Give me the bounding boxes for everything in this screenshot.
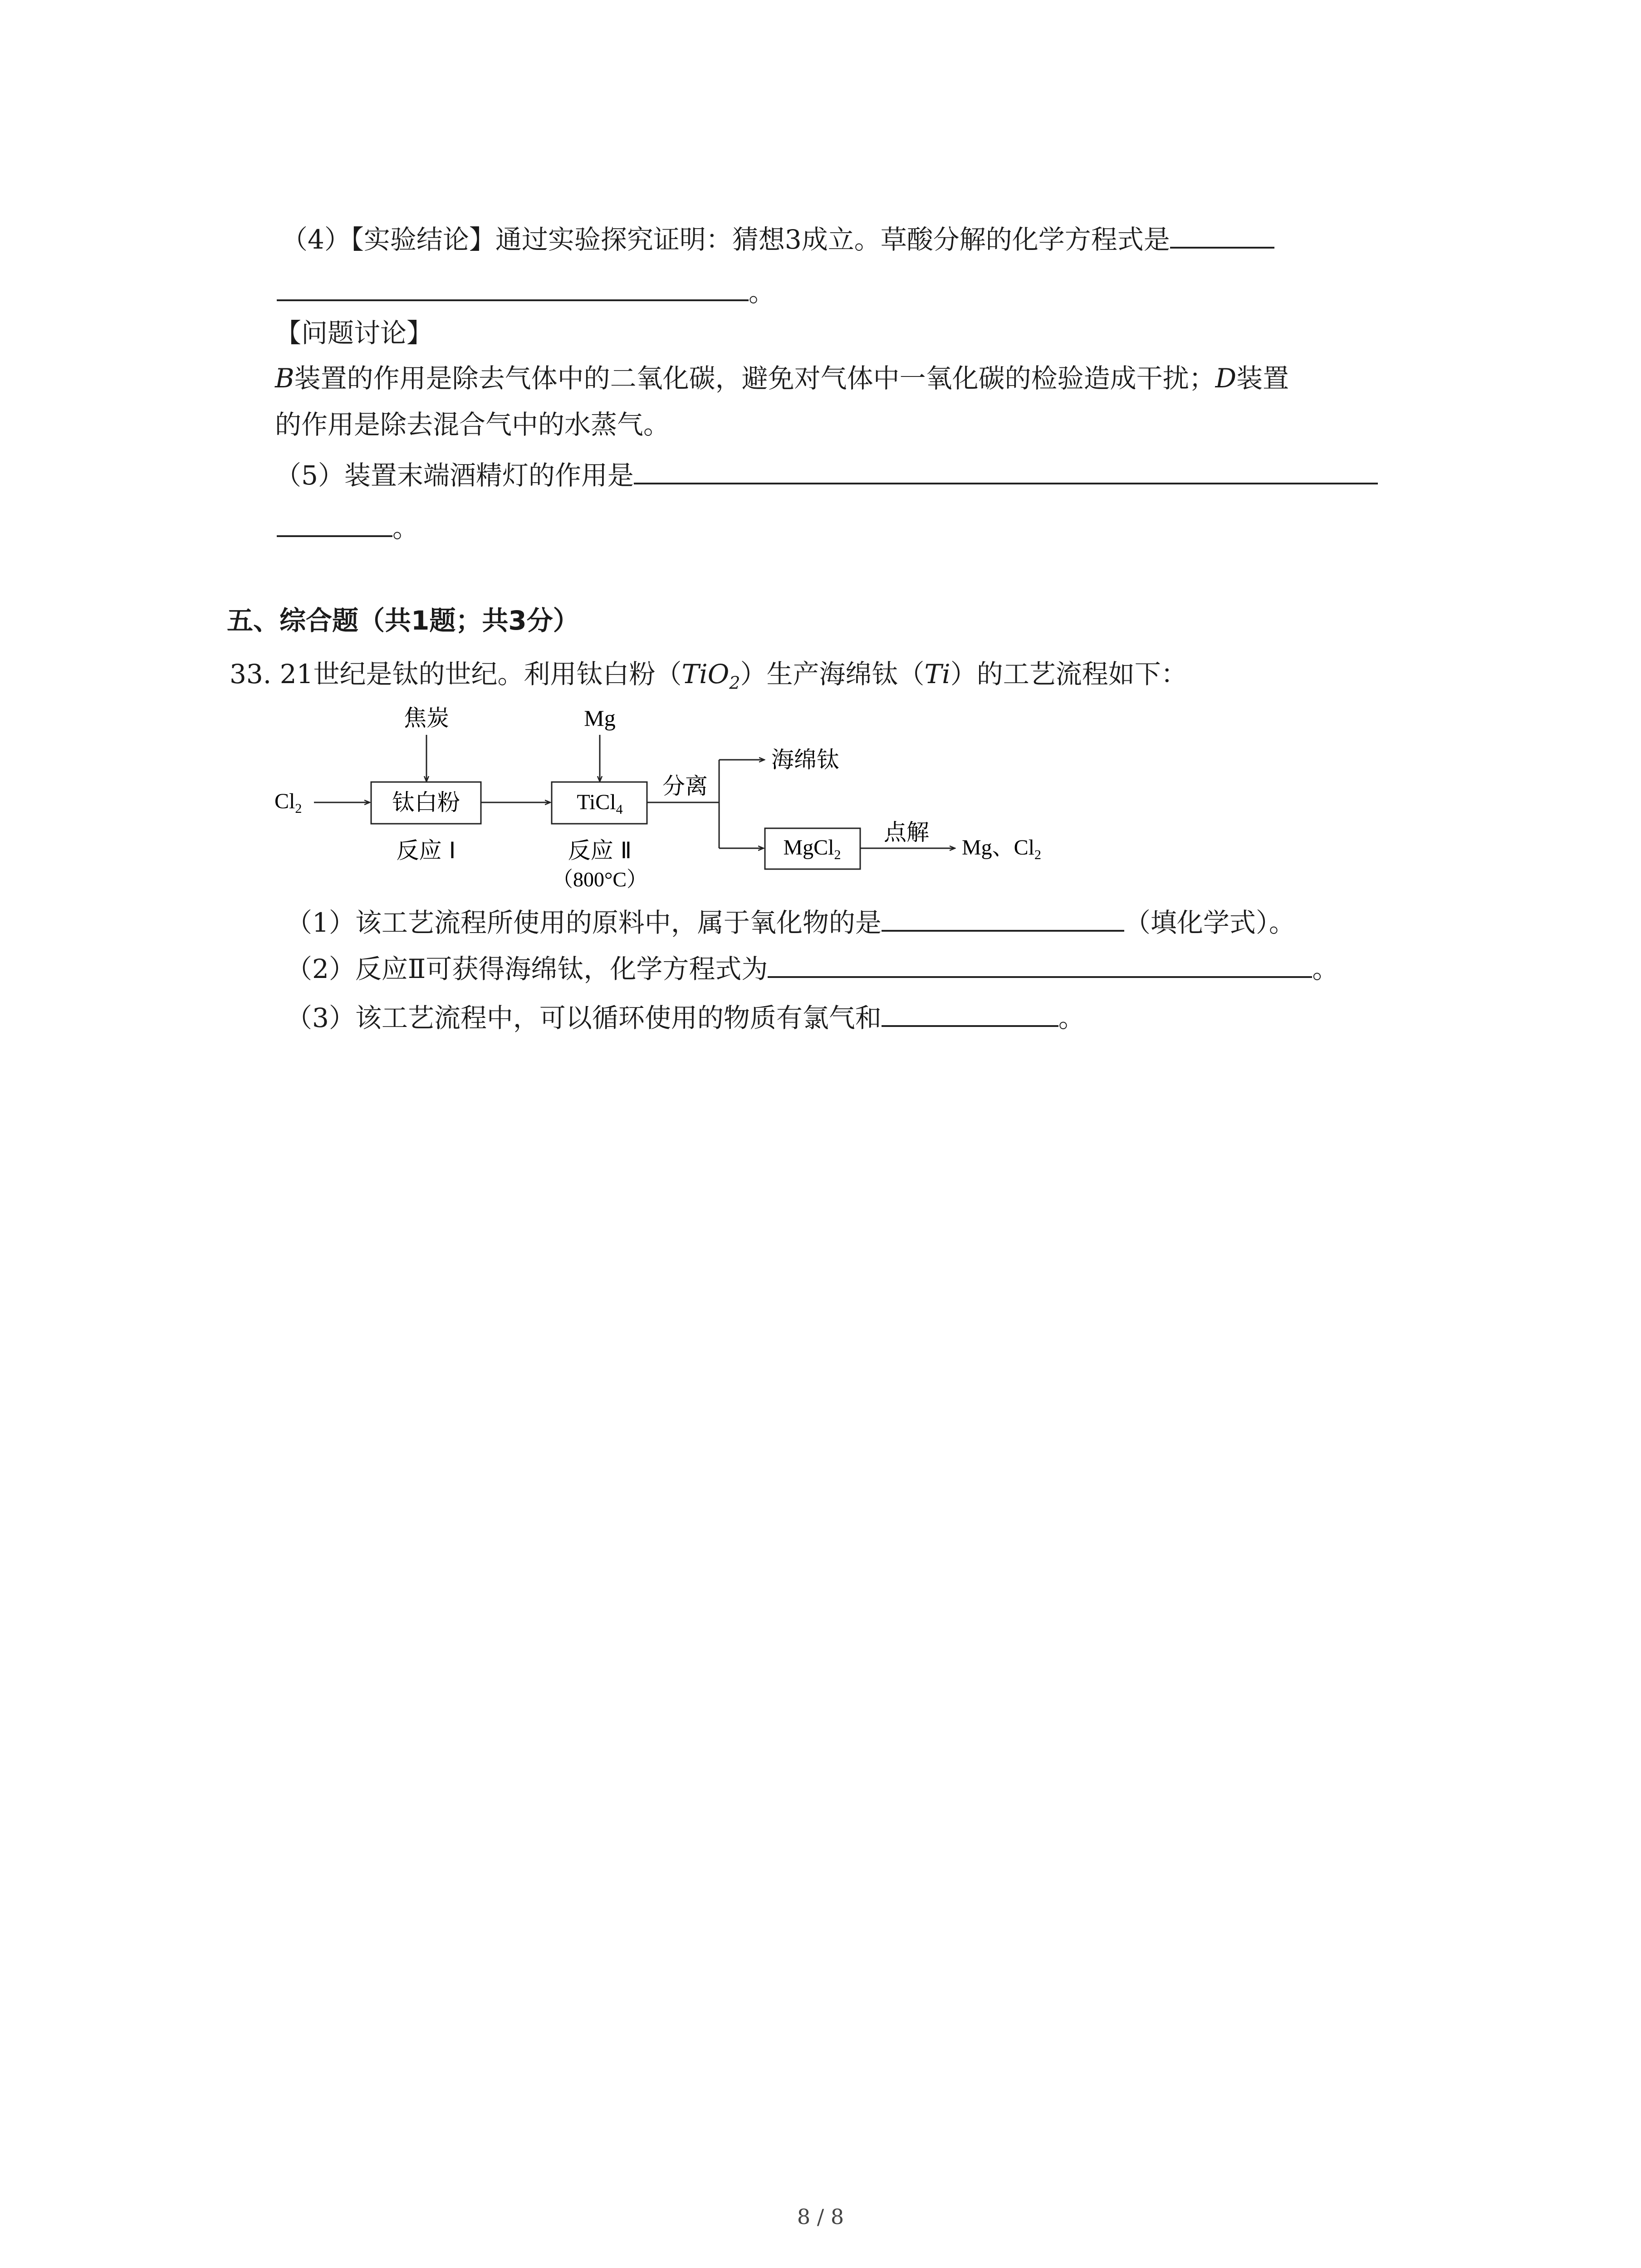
sub1-answer-blank[interactable] bbox=[882, 904, 1124, 932]
q33-text-a: 21世纪是钛的世纪。利用钛白粉（ bbox=[279, 659, 682, 689]
sub2-answer-blank[interactable] bbox=[768, 951, 1312, 978]
discussion-line-1 bbox=[275, 360, 1289, 396]
q5-label: （5）装置末端酒精灯的作用是 bbox=[275, 460, 634, 491]
mg-input-label: Mg bbox=[584, 705, 616, 731]
coke-input-label: 焦炭 bbox=[404, 705, 449, 731]
q5-answer-blank-1[interactable] bbox=[634, 457, 1378, 484]
q33-number: 33. bbox=[230, 659, 272, 689]
q5-end: 。 bbox=[392, 513, 419, 543]
ticl4-label: TiCl$_4$ bbox=[577, 790, 623, 817]
page-number: 8 / 8 bbox=[797, 2204, 844, 2229]
sub1-label: （1）该工艺流程所使用的原料中，属于氧化物的是 bbox=[286, 907, 882, 938]
tio2-subscript: 2 bbox=[729, 673, 740, 693]
q5-answer-blank-2[interactable] bbox=[277, 510, 392, 537]
cl2-input-label: $Cl_2$ bbox=[274, 789, 302, 816]
device-d-label: D bbox=[1215, 363, 1237, 394]
ti-formula: Ti bbox=[924, 659, 950, 689]
mgcl2-label: MgCl$_2$ bbox=[783, 836, 841, 862]
q5-line-2 bbox=[277, 510, 419, 546]
reaction-2-temperature: （800°C） bbox=[552, 868, 648, 891]
q4-line bbox=[281, 221, 1274, 258]
electrolysis-label: 点解 bbox=[884, 819, 929, 846]
discussion-text-1: 装置的作用是除去气体中的二氧化碳，避免对气体中一氧化碳的检验造成干扰； bbox=[294, 363, 1215, 394]
sub3-label: （3）该工艺流程中，可以循环使用的物质有氯气和 bbox=[286, 1002, 882, 1033]
sub3-line bbox=[286, 1000, 1085, 1036]
q4-end: 。 bbox=[749, 277, 775, 308]
sub1-line bbox=[286, 904, 1295, 941]
device-b-label: B bbox=[275, 363, 294, 394]
process-flow-diagram bbox=[272, 699, 1134, 907]
sub1-end: （填化学式）。 bbox=[1124, 907, 1295, 938]
separation-label: 分离 bbox=[662, 773, 708, 799]
q33-line bbox=[230, 656, 1187, 701]
mg-cl2-products-label: Mg、$Cl_2$ bbox=[962, 836, 1042, 862]
discussion-line-2: 的作用是除去混合气中的水蒸气。 bbox=[275, 409, 670, 440]
sub2-label: （2）反应Ⅱ可获得海绵钛，化学方程式为 bbox=[286, 953, 768, 984]
sub2-line bbox=[286, 951, 1338, 987]
sub3-answer-blank[interactable] bbox=[882, 1000, 1058, 1027]
q4-answer-blank-2[interactable] bbox=[277, 274, 749, 301]
titanium-dioxide-label: 钛白粉 bbox=[392, 789, 460, 816]
tio2-formula: TiO bbox=[681, 659, 730, 689]
sub3-end: 。 bbox=[1058, 1002, 1085, 1033]
reaction-2-label: 反应 Ⅱ bbox=[568, 837, 632, 864]
q5-line bbox=[275, 457, 1378, 494]
section-5-title: 五、综合题（共1题；共3分） bbox=[227, 605, 579, 636]
q33-text-b: ）生产海绵钛（ bbox=[740, 659, 925, 689]
q4-line-2 bbox=[277, 274, 775, 310]
sub2-end: 。 bbox=[1312, 953, 1339, 984]
q4-label: （4）【实验结论】通过实验探究证明：猜想3成立。草酸分解的化学方程式是 bbox=[281, 224, 1170, 255]
discussion-text-1-end: 装置 bbox=[1236, 363, 1289, 394]
q4-answer-blank-1[interactable] bbox=[1170, 221, 1274, 249]
discussion-title: 【问题讨论】 bbox=[275, 318, 433, 348]
sponge-titanium-label: 海绵钛 bbox=[771, 747, 839, 773]
reaction-1-label: 反应 Ⅰ bbox=[396, 837, 456, 864]
q33-text-c: ）的工艺流程如下： bbox=[950, 659, 1187, 689]
